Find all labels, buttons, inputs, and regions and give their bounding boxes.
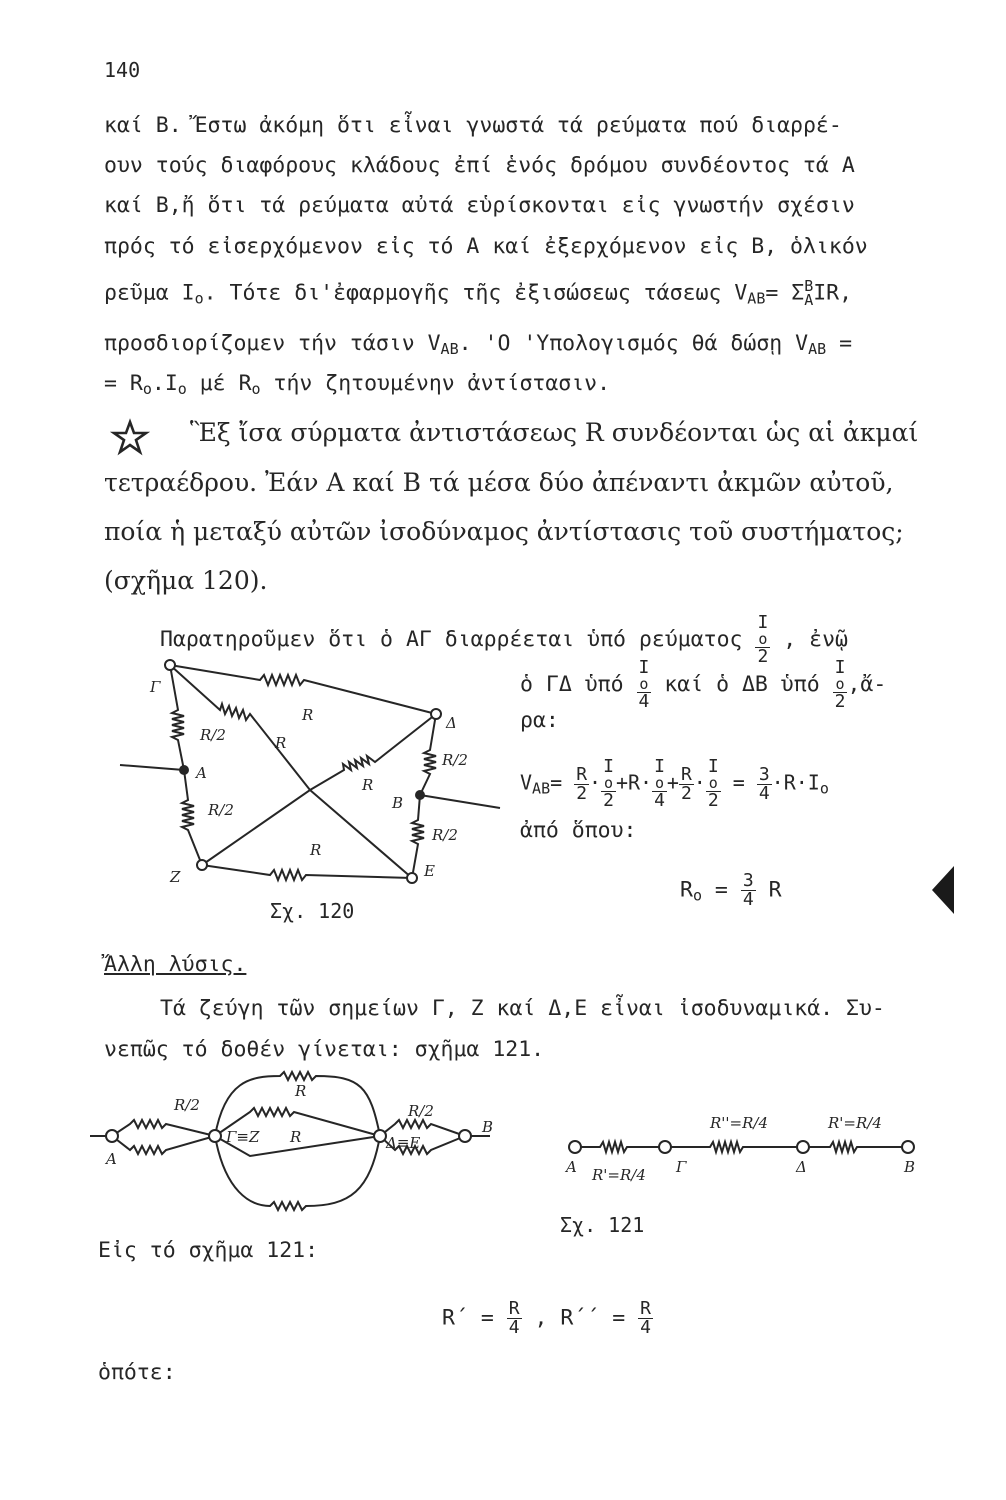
paragraph-line: Εἰς τό σχῆμα 121: [98, 1238, 319, 1263]
wire-a-gz-top [112, 1120, 215, 1136]
label-gamma: Γ [676, 1158, 687, 1176]
problem-line: ποία ἡ μεταξύ αὐτῶν ἰσοδύναμος ἀντίστασις τοῦ συστήματος; [104, 517, 904, 546]
paragraph-line: ὁπότε: [98, 1360, 176, 1385]
paragraph-line: νεπῶς τό δοθέν γίνεται: σχῆμα 121. [104, 1037, 545, 1062]
wire-a-zeta [182, 770, 202, 865]
wire-gamma-a [170, 665, 184, 770]
problem-line: Ἓξ ἴσα σύρματα ἀντιστάσεως R συνδέονται ὡς αἱ ἀκμαί [190, 418, 919, 447]
paragraph-line: προσδιορίζομεν τήν τάσιν $V_{AB}$. 'Ο 'Υπολογισμός θά δώσῃ $V_{AB}$ = [104, 331, 853, 358]
label-b: B [482, 1118, 494, 1136]
label-r-half: R/2 [432, 826, 458, 844]
label-b: B [392, 794, 404, 812]
label-a: A [196, 764, 207, 782]
label-r: R [275, 734, 287, 752]
label-a: A [106, 1150, 117, 1168]
solution-line: ἀπό ὅπου: [520, 818, 637, 843]
label-r-half: R/2 [442, 751, 468, 769]
star-icon [112, 420, 148, 454]
label-r-top: R [295, 1082, 307, 1100]
label-a: A [566, 1158, 577, 1176]
paragraph-line: ρεῦμα $I_o$. Τότε δι'ἐφαρμογῆς τῆς ἐξισώσεως τάσεως $V_{AB}= \Sigma$ B A IR, [104, 277, 853, 309]
lead-a [120, 765, 184, 770]
wire-delta-b [803, 1142, 908, 1152]
label-gz: Γ≡Z [226, 1128, 260, 1146]
label-epsilon: E [424, 862, 435, 880]
problem-line: (σχῆμα 120). [104, 566, 268, 595]
solution-line: ρα: [520, 708, 559, 733]
label-gamma: Γ [150, 678, 161, 696]
label-r-prime: R'=R/4 [828, 1114, 882, 1132]
ro-equation: $R_o$ = $\frac{3}{4}$ R [680, 870, 782, 910]
vab-equation: $V_{AB}=$ $\frac{R}{2}$ · I o 2 +R· I o 4 + $\frac{R}{2}$ · I o 2 = $\frac{3}{4}$ $\cdot R\cdot I_o$ [520, 756, 829, 811]
paragraph-line: πρός τό εἰσερχόμενον εἰς τό A καί ἐξερχόμενον εἰς B, ὁλικόν [104, 234, 868, 259]
figure-caption: Σχ. 120 [270, 899, 355, 923]
wire-zeta-epsilon [202, 865, 412, 880]
solution-line: ὁ ΓΔ ὑπό I o 4 καί ὁ ΔB ὑπό I o 2 ,ἄ- [520, 657, 887, 712]
label-r-prime: R'=R/4 [592, 1166, 646, 1184]
margin-marker-icon [932, 866, 954, 914]
alt-heading: Ἄλλη λύσις. [104, 952, 247, 977]
wire-b-epsilon [412, 795, 424, 878]
label-delta: Δ [796, 1158, 807, 1176]
label-r-half: R/2 [200, 726, 226, 744]
paragraph-line: Τά ζεύγη τῶν σημείων Γ, Z καί Δ,E εἶναι ἰσοδυναμικά. Συ- [160, 996, 885, 1021]
paragraph-line: καί B,ἤ ὅτι τά ρεύματα αὐτά εὑρίσκονται εἰς γνωστήν σχέσιν [104, 193, 855, 218]
label-r-dprime: R''=R/4 [710, 1114, 769, 1132]
label-r-mid: R [290, 1128, 302, 1146]
label-r-half: R/2 [208, 801, 234, 819]
figure-120 [120, 650, 510, 925]
wire-bottom-arc [215, 1136, 380, 1210]
figure-121-right [560, 1100, 920, 1240]
wire-gamma-center [170, 665, 310, 790]
wire-delta-b [420, 714, 436, 795]
label-delta: Δ [446, 714, 457, 732]
label-b: B [904, 1158, 916, 1176]
label-de: Δ≡E [386, 1134, 421, 1152]
r-prime-formula: R΄ = $\frac{R}{4}$ , R΄΄ = $\frac{R}{4}$ [442, 1298, 651, 1338]
paragraph-line: ουν τούς διαφόρους κλάδους ἐπί ἑνός δρόμου συνδέοντος τά A [104, 153, 855, 178]
wire-gamma-delta [665, 1142, 803, 1152]
paragraph-line: = $R_o.I_o$ μέ $R_o$ τήν ζητουμένην ἀντίστασιν. [104, 371, 611, 398]
problem-line: τετραέδρου. Ἐάν A καί B τά μέσα δύο ἀπέναντι ἀκμῶν αὐτοῦ, [104, 468, 894, 497]
lead-b [420, 795, 500, 808]
label-zeta: Z [170, 868, 181, 886]
wire-a-gz-bottom [112, 1136, 215, 1154]
label-r: R [310, 841, 322, 859]
label-r: R [362, 776, 374, 794]
page-number: 140 [104, 58, 141, 82]
label-r: R [302, 706, 314, 724]
label-r-half-l: R/2 [174, 1096, 200, 1114]
figure-121-left [90, 1066, 510, 1236]
wire-a-gamma [575, 1142, 665, 1152]
figure-caption: Σχ. 121 [560, 1213, 645, 1237]
solution-line: Παρατηροῦμεν ὅτι ὁ AΓ διαρρέεται ὑπό ρεύματος I o 2 , ἐνῷ [160, 612, 848, 667]
label-r-half-r: R/2 [408, 1102, 434, 1120]
paragraph-line: καί B. Ἔστω ἀκόμη ὅτι εἶναι γνωστά τά ρεύματα πού διαρρέ- [104, 113, 842, 138]
